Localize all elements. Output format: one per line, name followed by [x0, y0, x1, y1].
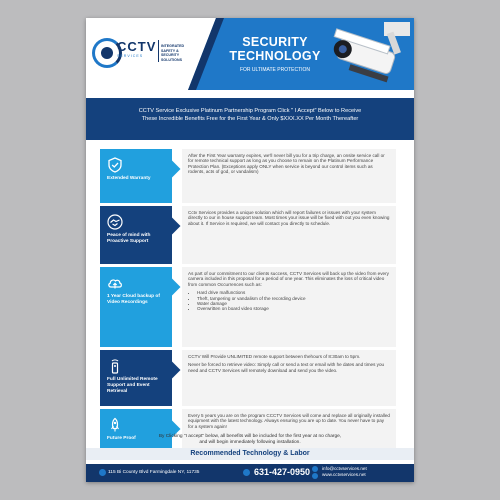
benefit-title: 1 Year Cloud backup of Video Recordings	[107, 294, 160, 305]
acceptance-note-line-1: By Clicking "I accept" below, all benefits will be included for the first year at no charge,	[158, 434, 342, 439]
remote-control-icon	[107, 358, 123, 374]
logo-divider	[158, 40, 159, 62]
benefit-tile-pointer	[164, 161, 181, 178]
benefit-bullet: • Theft, tampering or vandalism of the recording device	[197, 296, 390, 301]
benefit-description	[182, 350, 396, 406]
security-camera-image	[324, 22, 410, 90]
company-logo	[92, 36, 192, 72]
benefit-title: Peace of mind with Proactive Support	[107, 233, 151, 244]
globe-icon	[312, 473, 318, 479]
flyer-page	[86, 18, 414, 482]
benefit-bullet-list	[188, 290, 390, 312]
benefit-row	[100, 350, 402, 406]
benefit-description	[182, 206, 396, 264]
benefit-paragraph: CCTV Will Provide UNLIMITED remote support between thehours of 8:30am to 5pm.	[188, 354, 361, 359]
logo-subword: SERVICES	[117, 54, 144, 58]
benefit-paragraph: Every 5 years you are on the program CCCTV Services will come and replace all originally installed equipment with the latest technology. Always ensuring you are up to date. You never have to pay for a system again!	[188, 413, 390, 429]
footer-email[interactable]: info@cctvservices.net	[322, 466, 367, 471]
benefit-bullet: • Water damage	[197, 301, 390, 306]
footer	[86, 464, 414, 482]
benefit-row	[100, 206, 402, 264]
benefit-bullet: • Hard drive malfunctions	[197, 290, 390, 295]
footer-website[interactable]: www.cctvservices.net	[322, 472, 366, 478]
benefit-title: Future Proof	[107, 436, 136, 441]
offer-line-2: These Incredible Benefits Free for the First Year & Only $XXX.XX Per Month Thereafter	[141, 116, 359, 123]
benefit-title: Extended Warranty	[107, 176, 151, 181]
header	[86, 18, 414, 90]
benefit-tile-pointer	[164, 279, 181, 296]
benefit-tile-pointer	[164, 362, 181, 379]
benefit-title: Full Unlimited Remote Support and Event Retrieval	[107, 377, 158, 394]
benefit-description	[182, 149, 396, 203]
offer-line-1: CCTV Service Exclusive Platinum Partnership Program Click " I Accept" Below to Receive	[138, 108, 362, 114]
benefit-list	[100, 149, 402, 461]
benefit-tile	[100, 149, 172, 203]
rocket-icon	[107, 417, 123, 433]
handshake-icon	[107, 214, 123, 230]
footer-phone[interactable]: 631-427-0950	[254, 467, 311, 477]
benefit-tile	[100, 350, 172, 406]
email-icon	[312, 466, 318, 472]
headline	[220, 35, 330, 63]
benefit-tile	[100, 206, 172, 264]
footer-contact	[322, 466, 367, 479]
benefit-bullet: • Overwritten on board video storage	[197, 306, 390, 311]
shield-check-icon	[107, 157, 123, 173]
footer-address: 115 Bi County Blvd Farmingdale NY, 11735	[108, 470, 200, 475]
acceptance-note-line-2: and will begin immediately following installation.	[199, 440, 301, 445]
location-pin-icon	[99, 469, 106, 476]
benefit-paragraph: After the First Year warranty expires, we'll never bill you for a trip charge, an onsite service call or for remote technical support as long as you choose to remain on the Platinum Performance Protection Plan. (Exceptions apply ONLY when service is beyond our control items such as rodents, acts of god, or vandalism)	[188, 153, 385, 175]
benefit-paragraph: Cctv Services provides a unique solution which will report failures or issues with your system directly to our in house support team. Most times your issue will be fixed with out you even knowing about it. If Service is required, we will contact you directly to schedule.	[188, 210, 390, 226]
logo-tagline: INTEGRATED SAFETY & SECURITY SOLUTIONS	[161, 44, 185, 62]
phone-icon	[243, 469, 250, 476]
benefit-row	[100, 267, 402, 347]
benefit-tile	[100, 267, 172, 347]
benefit-tile-pointer	[164, 218, 181, 235]
headline-line-2: TECHNOLOGY	[229, 49, 321, 63]
benefit-paragraph: As part of our commitment to our clients success, CCTV Services will back up the video from every camera included in this proposal for a period of one year. This eliminates the loss of critical video from common Occurrences such as:	[188, 271, 389, 287]
recommended-heading: Recommended Technology & Labor	[86, 448, 414, 460]
benefit-paragraph: Never be forced to retrieve video: Simply call or send a text or email with he dates and times you need and CCTV Services will remotely download and send you the video.	[188, 362, 385, 373]
headline-line-1: SECURITY	[242, 35, 308, 49]
benefit-row	[100, 149, 402, 203]
cloud-upload-icon	[107, 275, 123, 291]
headline-subtitle: FOR ULTIMATE PROTECTION	[239, 67, 311, 73]
benefit-description	[182, 267, 396, 347]
logo-wordmark: CCTV	[117, 39, 157, 54]
offer-banner	[86, 98, 414, 140]
acceptance-note	[100, 434, 400, 446]
